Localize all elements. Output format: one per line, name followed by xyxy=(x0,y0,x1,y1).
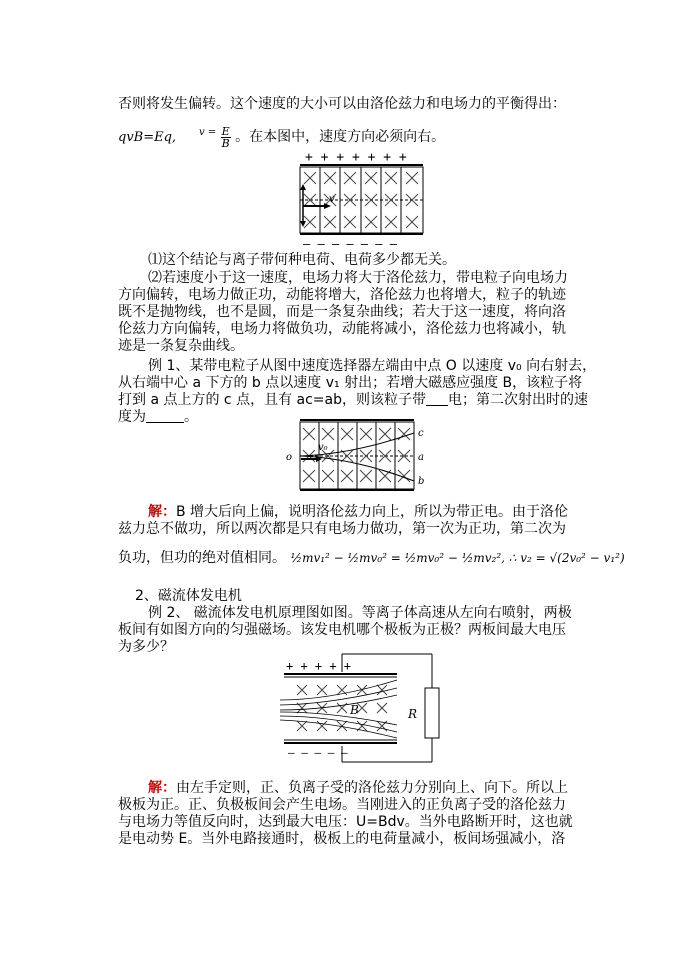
minus-charges: — — — — — xyxy=(288,746,348,759)
example-line: 为多少？ xyxy=(118,639,174,655)
solution-text: 负功，但功的绝对值相同。 xyxy=(118,550,286,566)
label-b: b xyxy=(418,476,425,487)
text-line: 既不是抛物线，也不是圆，而是一条复杂曲线；若大于这一速度，将向洛 xyxy=(118,304,566,320)
label-c: c xyxy=(418,428,424,439)
solution-line: 兹力总不做功，所以两次都是只有电场力做功，第一次为正功，第二次为 xyxy=(118,521,566,537)
solution-text: 由左手定则，正、负离子受的洛伦兹力分别向上、向下。所以上 xyxy=(176,780,568,796)
answer-blank[interactable] xyxy=(146,410,184,423)
example-line xyxy=(118,392,588,409)
text-line: 否则将发生偏转。这个速度的大小可以由洛伦兹力和电场力的平衡得出： xyxy=(118,96,566,112)
mhd-generator-figure xyxy=(272,650,442,770)
example-line: 例 2、 磁流体发电机原理图如图。等离子体高速从左向右喷射，两极 xyxy=(148,605,572,621)
label-r: R xyxy=(408,707,418,721)
energy-equation: ½mv₁² − ½mv₀² = ½mv₀² − ½mv₂², ∴ v₂ = √(2v₀² − v₁²) xyxy=(290,551,625,565)
list-item: ⑴这个结论与离子带何种电荷、电荷多少都无关。 xyxy=(148,252,456,268)
solution-line xyxy=(118,550,625,567)
example-text: 度为 xyxy=(118,409,146,425)
answer-blank[interactable] xyxy=(426,393,448,406)
label-o: o xyxy=(286,452,293,463)
plus-charges: + + + + + xyxy=(286,659,352,673)
label-b-field: B xyxy=(350,703,359,717)
solution-line: 极板为正。正、负极板间会产生电场。当刚进入的正负离子受的洛伦兹力 xyxy=(118,797,566,813)
example-line xyxy=(118,409,198,426)
plus-charges: + + + + + + + xyxy=(305,150,407,165)
example-line: 从右端中心 a 下方的 b 点以速度 v₁ 射出；若增大磁感应强度 B，该粒子将 xyxy=(118,375,583,391)
solution-line: 是电动势 E。当外电路接通时，极板上的电荷量减小，板间场强减小，洛 xyxy=(118,831,566,847)
fraction-denominator: B xyxy=(221,136,230,150)
solution-text: B 增大后向上偏，说明洛伦兹力向上，所以为带正电。由于洛伦 xyxy=(176,504,569,520)
solution-tag: 解： xyxy=(148,504,176,520)
text-line: 迹是一条复杂曲线。 xyxy=(118,338,244,354)
example-text: 电；第二次射出时的速 xyxy=(448,392,588,408)
text-tail: 。在本图中，速度方向必须向右。 xyxy=(235,129,446,145)
e-over-b-fraction xyxy=(221,126,231,149)
v-symbol: v = xyxy=(198,127,217,138)
velocity-label: v xyxy=(329,194,335,205)
label-a: a xyxy=(418,452,424,463)
force-balance-eq: qvB=Eq, xyxy=(118,130,177,145)
example-text: 打到 a 点上方的 c 点，且有 ac=ab，则该粒子带 xyxy=(118,392,426,408)
example-line: 例 1、某带电粒子从图中速度选择器左端由中点 O 以速度 v₀ 向右射去， xyxy=(148,358,597,374)
solution-line: 与电场力等值反向时，达到最大电压：U=Bdv。当外电路断开时，这也就 xyxy=(118,814,573,830)
resistor xyxy=(425,688,439,738)
velocity-selector-figure xyxy=(295,148,435,253)
example-line: 板间有如图方向的匀强磁场。该发电机哪个极板为正极？两板间最大电压 xyxy=(118,622,566,638)
section-heading: 2、磁流体发电机 xyxy=(135,588,242,604)
label-v0: v₀ xyxy=(318,442,328,453)
solution-line xyxy=(148,780,568,797)
example-text: 。 xyxy=(184,409,198,425)
fraction-numerator: E xyxy=(221,124,230,138)
solution-tag: 解： xyxy=(148,780,176,796)
trajectory-figure xyxy=(284,414,434,496)
text-line: 伦兹力方向偏转，电场力将做负功，动能将减小，洛伦兹力也将减小，轨 xyxy=(118,321,566,337)
list-item: ⑵若速度小于这一速度，电场力将大于洛伦兹力，带电粒子向电场力 xyxy=(148,270,568,286)
minus-charges: — — — — — — — xyxy=(303,237,397,251)
solution-line xyxy=(148,504,568,521)
text-line: 方向偏转，电场力做正功，动能将增大，洛伦兹力也将增大，粒子的轨迹 xyxy=(118,287,566,303)
equation-line xyxy=(118,124,445,149)
